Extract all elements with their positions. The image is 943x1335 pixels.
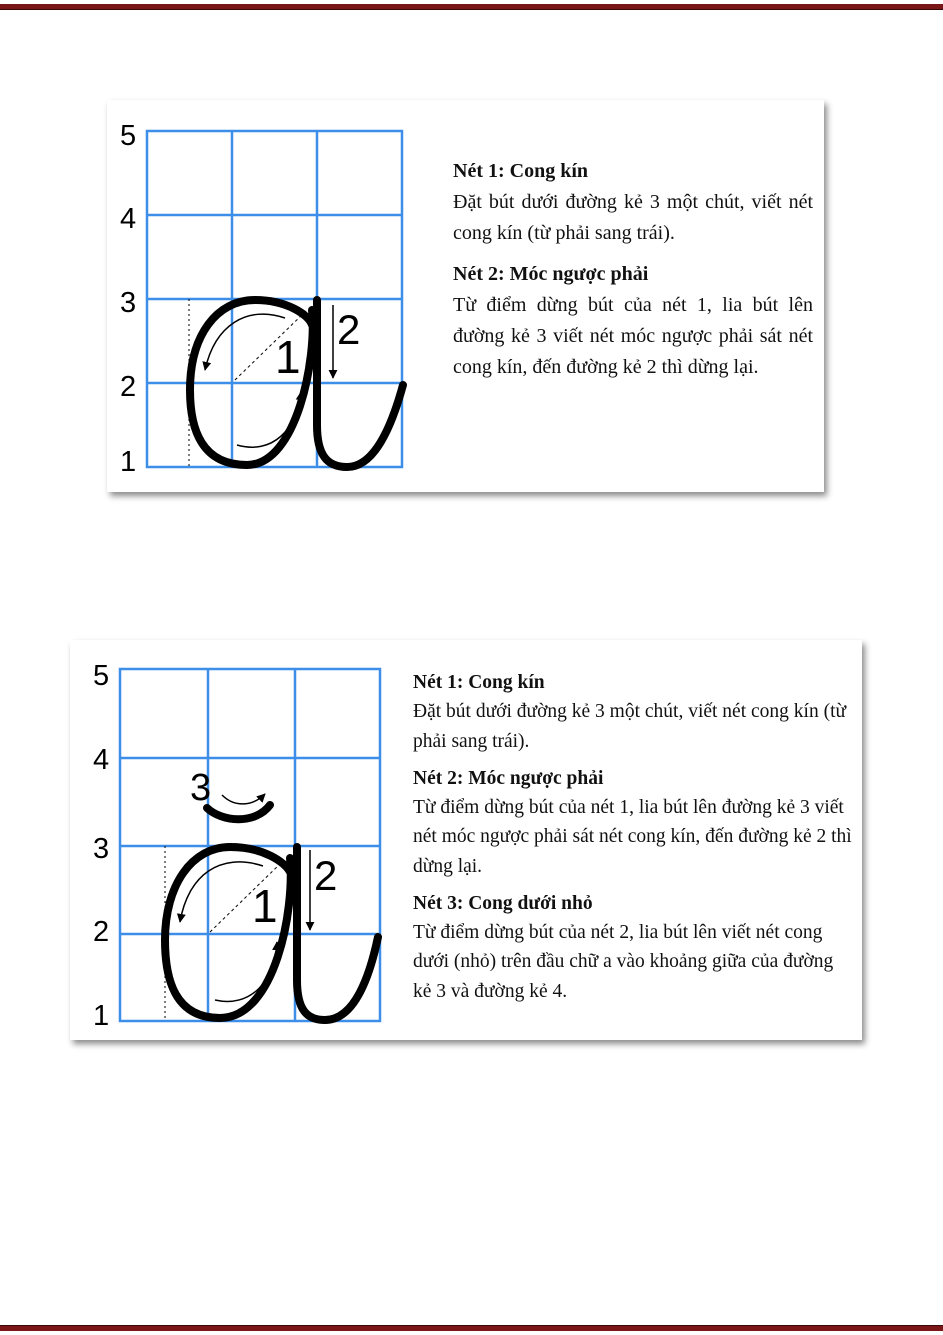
line-number-3: 3 [93, 833, 110, 865]
stroke-label-2: 2 [314, 852, 338, 899]
instructions [413, 668, 853, 1014]
line-number-5: 5 [93, 660, 110, 692]
step-2-title: Nét 2: Móc ngược phải [413, 767, 604, 789]
direction-arrow-bottom [215, 942, 277, 1001]
line-number-labels [120, 120, 136, 478]
instructions [453, 156, 813, 393]
line-number-labels [93, 660, 109, 1032]
breve-direction-arrow [222, 794, 265, 804]
step-1-title: Nét 1: Cong kín [453, 160, 589, 182]
line-number-1: 1 [93, 1000, 110, 1032]
closed-curve-stroke [165, 847, 291, 1018]
line-number-4: 4 [120, 203, 137, 235]
letter-a-breve-card [70, 640, 862, 1040]
step-3-text: Từ điểm dừng bút của nét 2, lia bút lên viết nét cong dưới (nhỏ) trên đầu chữ a vào khoảng giữa của đường kẻ 3 và đường kẻ 4. [413, 922, 834, 1002]
stroke-label-1: 1 [252, 880, 278, 932]
step-2-text: Từ điểm dừng bút của nét 1, lia bút lên đường kẻ 3 viết nét móc ngược phải sát nét cong kín, đến đường kẻ 2 thì dừng lại. [413, 797, 852, 877]
stroke-label-1: 1 [275, 331, 301, 383]
line-number-4: 4 [93, 744, 110, 776]
step-2 [453, 259, 813, 383]
page-top-rule [0, 4, 943, 10]
step-1-title: Nét 1: Cong kín [413, 672, 545, 693]
line-number-1: 1 [120, 446, 137, 478]
step-3-title: Nét 3: Cong dưới nhỏ [413, 892, 593, 914]
stroke-label-2: 2 [337, 306, 361, 353]
direction-arrow-top [205, 314, 285, 370]
step-1 [453, 156, 813, 249]
line-number-5: 5 [120, 120, 137, 152]
letter-a-card [107, 100, 824, 492]
step-1 [413, 668, 853, 756]
step-2-text: Từ điểm dừng bút của nét 1, lia bút lên đường kẻ 3 viết nét móc ngược phải sát nét cong kín, đến đường kẻ 2 thì dừng lại. [453, 294, 813, 378]
line-number-2: 2 [120, 371, 137, 403]
step-1-text: Đặt bút dưới đường kẻ 3 một chút, viết nét cong kín (từ phải sang trái). [453, 191, 813, 244]
step-2-title: Nét 2: Móc ngược phải [453, 263, 649, 285]
step-2 [413, 764, 853, 881]
line-number-2: 2 [93, 916, 110, 948]
step-3 [413, 889, 853, 1006]
stroke-label-3: 3 [190, 767, 212, 809]
breve-stroke [207, 805, 270, 819]
line-number-3: 3 [120, 287, 137, 319]
page-bottom-rule [0, 1325, 943, 1331]
step-1-text: Đặt bút dưới đường kẻ 3 một chút, viết nét cong kín (từ phải sang trái). [413, 701, 847, 752]
